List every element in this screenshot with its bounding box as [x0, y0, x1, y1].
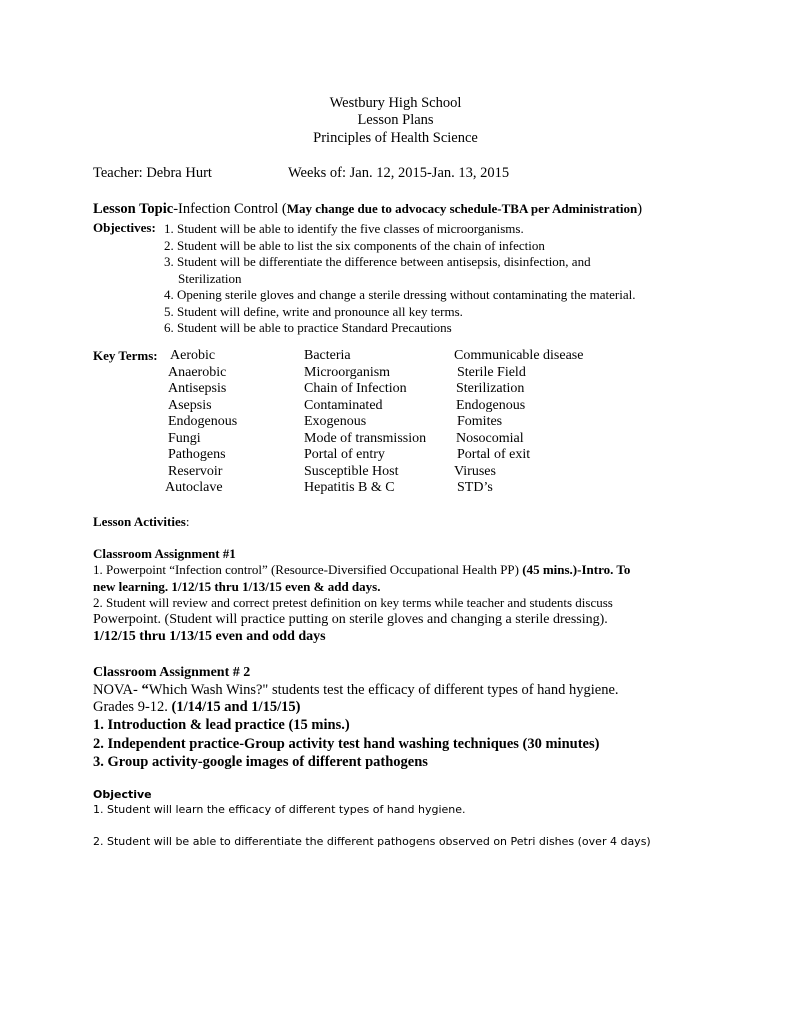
lesson-topic-close: )	[637, 201, 643, 217]
key-terms-column-2	[304, 348, 426, 497]
assignment-2-heading: Classroom Assignment # 2	[93, 665, 251, 680]
assignment-1-line-3: 2. Student will review and correct pretest definition on key terms while teacher and students discuss	[93, 595, 613, 610]
objective-item: 4. Opening sterile gloves and change a sterile dressing without contaminating the material.	[164, 287, 636, 302]
lesson-activities-colon: :	[185, 514, 190, 529]
assignment-2-nova: NOVA-	[93, 682, 142, 698]
key-term: Hepatitis B & C	[304, 480, 395, 495]
assignment-2-step-3: 3. Group activity-google images of different pathogens	[93, 754, 428, 770]
objective-item: 5. Student will define, write and pronounce all key terms.	[164, 303, 463, 319]
assignment-2-dates: (1/14/15 and 1/15/15)	[171, 699, 301, 715]
school-name: Westbury High School	[329, 95, 462, 111]
key-term: Microorganism	[304, 364, 391, 380]
objective-item-1: 1. Student will learn the efficacy of different types of hand hygiene.	[93, 803, 466, 816]
key-term: Exogenous	[304, 414, 367, 429]
key-term: Sterilization	[456, 381, 525, 396]
assignment-2-description: Which Wash Wins?" students test the efficacy of different types of hand hygiene.	[148, 682, 619, 698]
key-term: Chain of Infection	[304, 381, 407, 396]
key-term: Viruses	[454, 463, 496, 479]
assignment-2-step-1: 1. Introduction & lead practice (15 mins.)	[93, 717, 350, 733]
assignment-2-grades: Grades 9-12.	[93, 699, 172, 715]
objective-item: 3. Student will be differentiate the difference between antisepsis, disinfection, and	[164, 254, 591, 269]
lesson-topic-value: -Infection Control (	[173, 201, 287, 217]
assignment-1-line-1	[93, 562, 630, 578]
key-term: Antisepsis	[168, 381, 227, 396]
key-term: Nosocomial	[456, 430, 524, 446]
key-term: Aerobic	[170, 348, 216, 363]
assignment-1-line-2: new learning. 1/12/15 thru 1/13/15 even & add days.	[93, 579, 381, 594]
document-title: Lesson Plans	[357, 112, 434, 128]
lesson-topic-line	[93, 201, 642, 218]
assignment-1-line-5: 1/12/15 thru 1/13/15 even and odd days	[93, 629, 326, 644]
key-term: Fungi	[168, 430, 201, 446]
key-term: Reservoir	[168, 463, 223, 479]
key-terms-label: Key Terms:	[93, 348, 158, 363]
key-term: STD’s	[457, 480, 493, 495]
lesson-topic-label: Lesson Topic	[93, 201, 174, 217]
assignment-2-line-1	[93, 682, 619, 699]
key-term: Asepsis	[168, 397, 212, 413]
key-term: Portal of exit	[457, 447, 531, 462]
objective-item-2: 2. Student will be able to differentiate the different pathogens observed on Petri dishes (over 4 days)	[93, 835, 651, 848]
teacher-name: Teacher: Debra Hurt	[93, 165, 212, 181]
assignment-1-line-4: Powerpoint. (Student will practice putting on sterile gloves and changing a sterile dressing).	[93, 612, 608, 627]
key-term: Autoclave	[165, 480, 223, 495]
key-term: Anaerobic	[168, 364, 227, 380]
objective-item: Sterilization	[178, 270, 242, 286]
assignment-1-line-1-duration: (45 mins.)-Intro. To	[522, 562, 631, 577]
objective-heading: Objective	[93, 788, 152, 801]
key-terms-column-3	[454, 348, 583, 497]
key-term: Endogenous	[456, 397, 526, 413]
weeks-of: Weeks of: Jan. 12, 2015-Jan. 13, 2015	[288, 165, 510, 181]
key-term: Susceptible Host	[304, 463, 399, 479]
assignment-2-line-2	[93, 699, 300, 716]
objective-item: 1. Student will be able to identify the five classes of microorganisms.	[164, 221, 524, 236]
objectives-label: Objectives:	[93, 220, 156, 235]
key-term: Mode of transmission	[304, 430, 427, 446]
objective-item: 2. Student will be able to list the six components of the chain of infection	[164, 237, 545, 253]
key-terms-column-1	[165, 348, 238, 497]
key-term: Pathogens	[168, 447, 226, 462]
key-term: Fomites	[457, 414, 503, 429]
key-term: Sterile Field	[457, 364, 526, 380]
assignment-1-line-1-text: 1. Powerpoint “Infection control” (Resource-Diversified Occupational Health PP)	[93, 562, 523, 577]
course-title: Principles of Health Science	[313, 130, 478, 146]
assignment-1-heading: Classroom Assignment #1	[93, 546, 236, 561]
lesson-topic-note: May change due to advocacy schedule-TBA per Administration	[286, 201, 638, 216]
lesson-activities-heading	[93, 514, 189, 530]
key-term: Endogenous	[168, 414, 238, 429]
key-term: Communicable disease	[454, 348, 584, 363]
objective-item: 6. Student will be able to practice Standard Precautions	[164, 320, 452, 335]
assignment-2-step-2: 2. Independent practice-Group activity test hand washing techniques (30 minutes)	[93, 736, 600, 752]
key-term: Contaminated	[304, 397, 383, 413]
key-term: Bacteria	[304, 348, 351, 363]
assignment-2-open-quote: “	[141, 682, 149, 698]
objectives-list	[164, 221, 635, 337]
key-term: Portal of entry	[304, 447, 385, 462]
lesson-activities-label: Lesson Activities	[93, 514, 186, 529]
